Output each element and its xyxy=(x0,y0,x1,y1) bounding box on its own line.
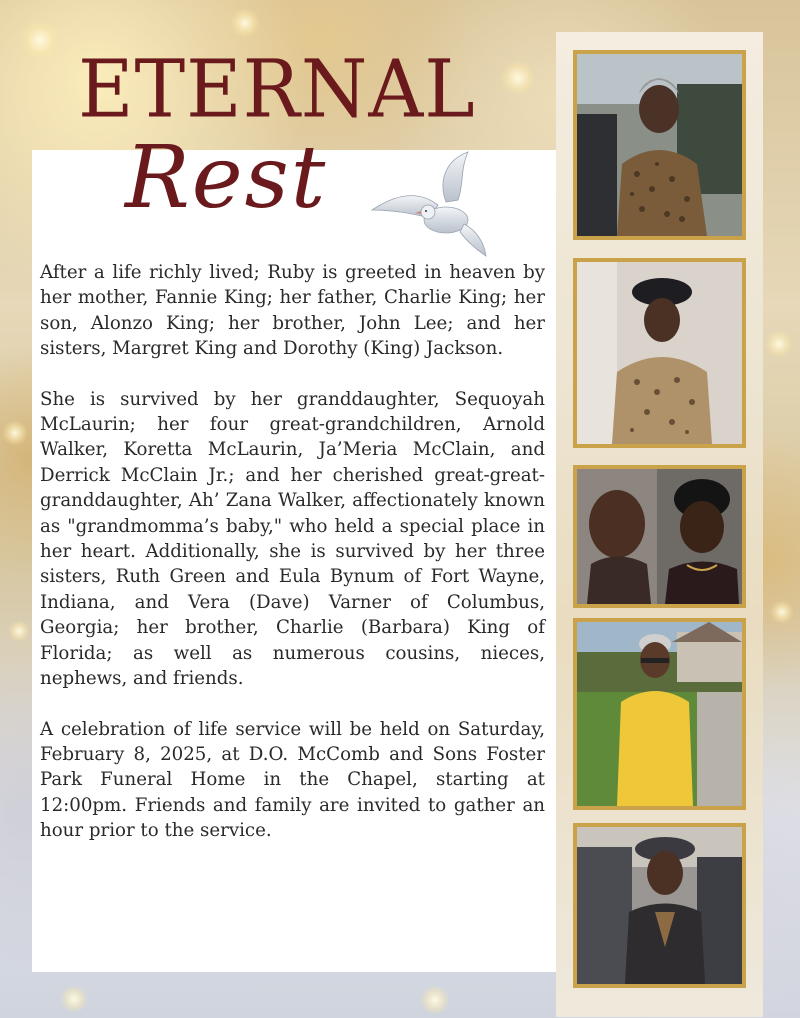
obituary-text xyxy=(40,260,545,869)
photo-3 xyxy=(573,465,746,608)
bokeh-sparkle xyxy=(60,985,88,1013)
bokeh-sparkle xyxy=(420,985,450,1015)
bokeh-sparkle xyxy=(2,420,28,446)
bokeh-sparkle xyxy=(8,620,30,642)
bokeh-sparkle xyxy=(765,330,793,358)
bokeh-sparkle xyxy=(20,20,60,60)
photo-1 xyxy=(573,50,746,240)
bokeh-sparkle xyxy=(770,600,794,624)
title-rest: Rest xyxy=(125,128,328,228)
photo-5 xyxy=(573,823,746,988)
dove-icon xyxy=(368,150,493,260)
photo-4 xyxy=(573,618,746,810)
paragraph-survived-by: She is survived by her granddaughter, Sequoyah McLaurin; her four great-grandchildren, Arnold Walker, Koretta McLaurin, Ja’Meria McClain, and Derrick McClain Jr.; and her cherished great-great-granddaughter, Ah’ Zana Walker, affectionately known as "grandmomma’s baby," who held a special place in her heart. Additionally, she is survived by her three sisters, Ruth Green and Eula Bynum of Fort Wayne, Indiana, and Vera (Dave) Varner of Columbus, Georgia; her brother, Charlie (Barbara) King of Florida; as well as numerous cousins, nieces, nephews, and friends. xyxy=(40,388,545,690)
bokeh-sparkle xyxy=(230,8,260,38)
title-eternal: ETERNAL xyxy=(78,41,476,136)
paragraph-predeceased: After a life richly lived; Ruby is greeted in heaven by her mother, Fannie King; her father, Charlie King; her son, Alonzo King; her brother, John Lee; and her sisters, Margret King and Dorothy (King) Jackson. xyxy=(40,262,545,360)
photo-2 xyxy=(573,258,746,448)
paragraph-service-details: A celebration of life service will be held on Saturday, February 8, 2025, at D.O. McComb and Sons Foster Park Funeral Home in the Chapel, starting at 12:00pm. Friends and family are invited to gather an hour prior to the service. xyxy=(40,718,545,842)
